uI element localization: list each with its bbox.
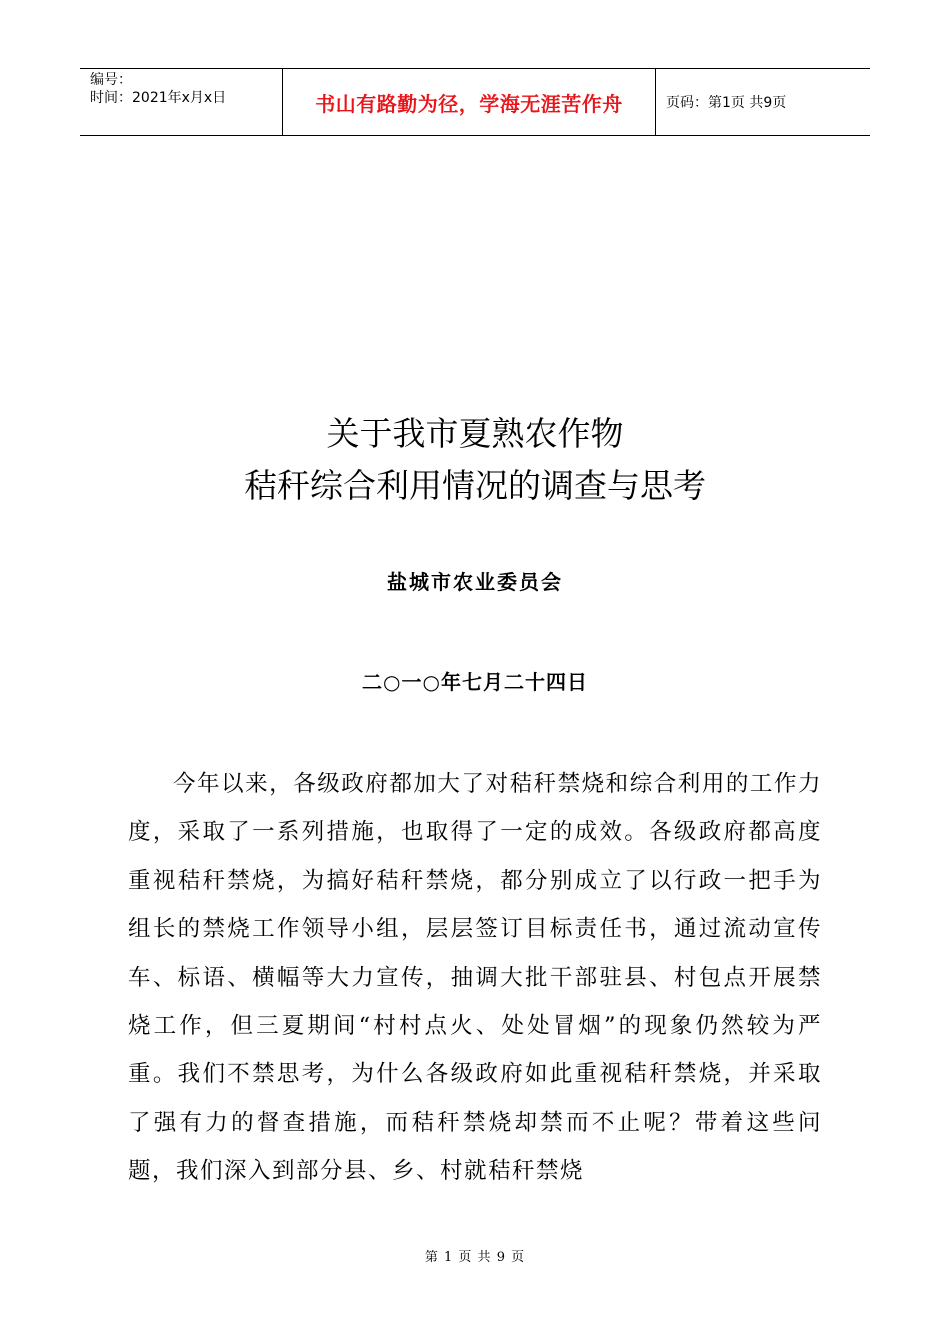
- document-title-line-2: 秸秆综合利用情况的调查与思考: [244, 466, 706, 505]
- header-motto: 书山有路勤为径，学海无涯苦作舟: [282, 69, 656, 135]
- page-footer: 第 1 页 共 9 页: [424, 1250, 526, 1265]
- document-date: 二○一○年七月二十四日: [362, 670, 588, 694]
- body-paragraph: 今年以来，各级政府都加大了对秸秆禁烧和综合利用的工作力度，采取了一系列措施，也取得了一定的成效。各级政府都高度重视秸秆禁烧，为搞好秸秆禁烧，都分别成立了以行政一把手为组长的禁烧工作领导小组，层层签订目标责任书，通过流动宣传车、标语、横幅等大力宣传，抽调大批干部驻县、村包点开展禁烧工作，但三夏期间“村村点火、处处冒烟”的现象仍然较为严重。我们不禁思考，为什么各级政府如此重视秸秆禁烧，并采取了强有力的督查措施，而秸秆禁烧却禁而不止呢？带着这些问题，我们深入到部分县、乡、村就秸秆禁烧: [128, 771, 822, 1185]
- document-title-line-1: 关于我市夏熟农作物: [326, 414, 624, 453]
- page-header: [80, 68, 870, 136]
- document-title: [0, 408, 950, 512]
- header-meta: [80, 69, 282, 135]
- header-page-info: 页码：第1页 共9页: [666, 95, 787, 111]
- document-number-label: 编号：: [90, 72, 132, 88]
- document-organization: 盐城市农业委员会: [387, 570, 563, 594]
- document-time-label: 时间：2021年x月x日: [90, 90, 227, 106]
